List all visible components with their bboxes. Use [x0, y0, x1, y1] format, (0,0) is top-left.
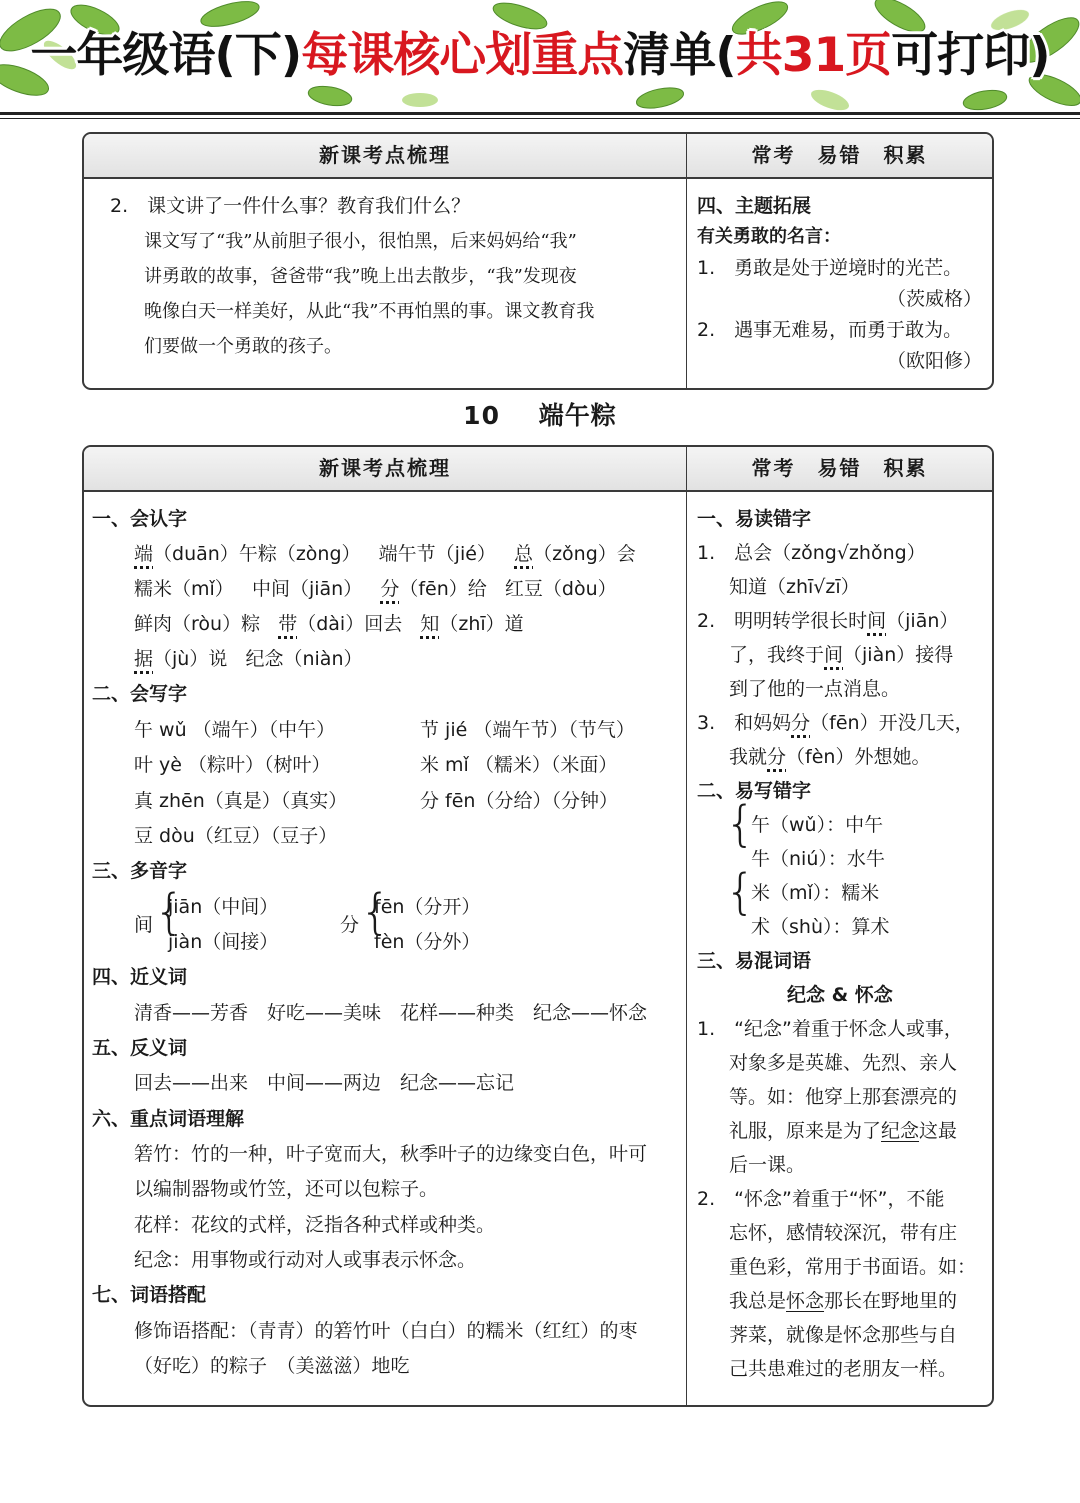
polyphone-char: 间 [134, 914, 154, 936]
header-right: 常考 易错 积累 [751, 456, 928, 480]
answer-line: 们要做一个勇敢的孩子。 [144, 336, 342, 357]
misread-3b: 我就分（fèn）外想她。 [729, 746, 931, 768]
section-title: 四、近义词 [92, 966, 188, 988]
misread-1b: 知道（zhī√zī） [729, 576, 860, 598]
subsection-title: 纪念 & 怀念 [787, 984, 893, 1006]
section-title: 三、多音字 [92, 860, 188, 882]
compare-line: 忘怀，感情较深沉，带有庄 [729, 1222, 958, 1244]
misread-2: 2. 明明转学很长时间（jiān） [697, 610, 959, 632]
misread-1: 1. 总会（zǒng√zhǒng） [697, 542, 926, 564]
write-item: 米 mǐ （糯米）（米面） [420, 754, 618, 776]
lesson-number: 10 [463, 401, 500, 430]
compare-line: 2. “怀念”着重于“怀”，不能 [697, 1188, 945, 1210]
quote-2: 2. 遇事无难易，而勇于敢为。 [697, 319, 963, 341]
compare-line: 己共患难过的老朋友一样。 [729, 1358, 958, 1380]
section-title: 六、重点词语理解 [92, 1108, 245, 1130]
misread-2b: 了，我终于间（jiàn）接得 [729, 644, 954, 666]
banner [0, 0, 1080, 112]
section-title: 五、反义词 [92, 1037, 188, 1059]
brace-icon: { [725, 864, 756, 920]
definition: 以编制器物或竹笠，还可以包粽子。 [134, 1178, 439, 1200]
write-item: 叶 yè （粽叶）（树叶） [134, 754, 331, 776]
answer-line: 晚像白天一样美好，从此“我”不再怕黑的事。课文教育我 [144, 301, 595, 322]
header-left: 新课考点梳理 [319, 456, 451, 480]
subsection-title: 有关勇敢的名言： [697, 226, 841, 247]
lesson-title: 端午粽 [538, 401, 617, 430]
write-item: 午 wǔ （端午）（中午） [134, 719, 336, 741]
miswrite-item: 午（wǔ）：中午 [751, 814, 884, 836]
miswrite-item: 术（shù）：算术 [751, 916, 890, 938]
recognize-row-1: 端（duān）午粽（zòng） 端午节（jié） 总（zǒng）会 [134, 543, 636, 565]
compare-line: 礼服，原来是为了纪念这最 [729, 1120, 958, 1142]
brace-icon: { [154, 884, 185, 940]
answer-line: 讲勇敢的故事，爸爸带“我”晚上出去散步，“我”发现夜 [144, 266, 577, 287]
section-title: 三、易混词语 [697, 950, 812, 972]
lesson9-summary-box [82, 132, 994, 390]
banner-rule-thin [0, 118, 1080, 119]
quote-2-author: （欧阳修） [886, 350, 982, 372]
quote-1-author: （茨威格） [886, 288, 982, 310]
miswrite-item: 牛（niú）：水牛 [751, 848, 885, 870]
header-left: 新课考点梳理 [319, 143, 451, 167]
definition: 箬竹：竹的一种，叶子宽而大，秋季叶子的边缘变白色，叶可 [134, 1143, 648, 1165]
definition: 纪念：用事物或行动对人或事表示怀念。 [134, 1249, 477, 1271]
collocation: （好吃）的粽子 （美滋滋）地吃 [134, 1355, 410, 1377]
polyphone-reading: jiàn（间接） [168, 931, 279, 953]
write-item: 真 zhēn（真是）（真实） [134, 790, 348, 812]
section-title: 二、会写字 [92, 683, 188, 705]
write-item: 分 fēn（分给）（分钟） [420, 790, 618, 812]
write-item: 节 jié （端午节）（节气） [420, 719, 635, 741]
compare-line: 重色彩，常用于书面语。如： [729, 1256, 977, 1278]
brace-icon: { [360, 884, 391, 940]
compare-line: 1. “纪念”着重于怀念人或事， [697, 1018, 963, 1040]
miswrite-item: 米（mǐ）：糯米 [751, 882, 880, 904]
banner-rule [0, 112, 1080, 115]
box-header [84, 447, 992, 492]
section-title: 二、易写错字 [697, 780, 812, 802]
write-item: 豆 dòu（红豆）（豆子） [134, 825, 338, 847]
definition: 花样：花纹的式样，泛指各种式样或种类。 [134, 1214, 496, 1236]
header-right: 常考 易错 积累 [751, 143, 928, 167]
compare-line: 等。如：他穿上那套漂亮的 [729, 1086, 958, 1108]
box-header [84, 134, 992, 179]
polyphone-reading: jiān（中间） [168, 896, 279, 918]
section-title: 一、易读错字 [697, 508, 812, 530]
polyphone-reading: fèn（分外） [374, 931, 481, 953]
recognize-row-3: 鲜肉（ròu）粽 带（dài）回去 知（zhī）道 [134, 613, 524, 635]
compare-line: 后一课。 [729, 1154, 806, 1176]
brace-icon: { [725, 796, 756, 852]
compare-line: 对象多是英雄、先烈、亲人 [729, 1052, 958, 1074]
misread-3: 3. 和妈妈分（fēn）开没几天， [697, 712, 974, 734]
recognize-row-4: 据（jù）说 纪念（niàn） [134, 648, 363, 670]
section-title: 四、主题拓展 [697, 195, 812, 217]
recognize-row-2: 糯米（mǐ） 中间（jiān） 分（fēn）给 红豆（dòu） [134, 578, 617, 600]
question: 2. 课文讲了一件什么事？教育我们什么？ [110, 195, 471, 217]
polyphone-char: 分 [340, 914, 360, 936]
quote-1: 1. 勇敢是处于逆境时的光芒。 [697, 257, 963, 279]
section-title: 一、会认字 [92, 508, 188, 530]
lesson-heading [0, 396, 1080, 432]
synonyms: 清香——芳香 好吃——美味 花样——种类 纪念——怀念 [134, 1002, 648, 1024]
compare-line: 我总是怀念那长在野地里的 [729, 1290, 958, 1312]
answer-line: 课文写了“我”从前胆子很小，很怕黑，后来妈妈给“我” [144, 231, 577, 252]
section-title: 七、词语搭配 [92, 1284, 207, 1306]
polyphone-reading: fēn（分开） [374, 896, 481, 918]
compare-line: 荠菜，就像是怀念那些与自 [729, 1324, 958, 1346]
page-title: 一年级语(下)每课核心划重点清单(共31页可打印) [30, 28, 1050, 83]
antonyms: 回去——出来 中间——两边 纪念——忘记 [134, 1072, 515, 1094]
collocation: 修饰语搭配：（青青）的箬竹叶（白白）的糯米（红红）的枣 [134, 1320, 638, 1342]
lesson10-summary-box [82, 445, 994, 1407]
misread-2c: 到了他的一点消息。 [729, 678, 901, 700]
